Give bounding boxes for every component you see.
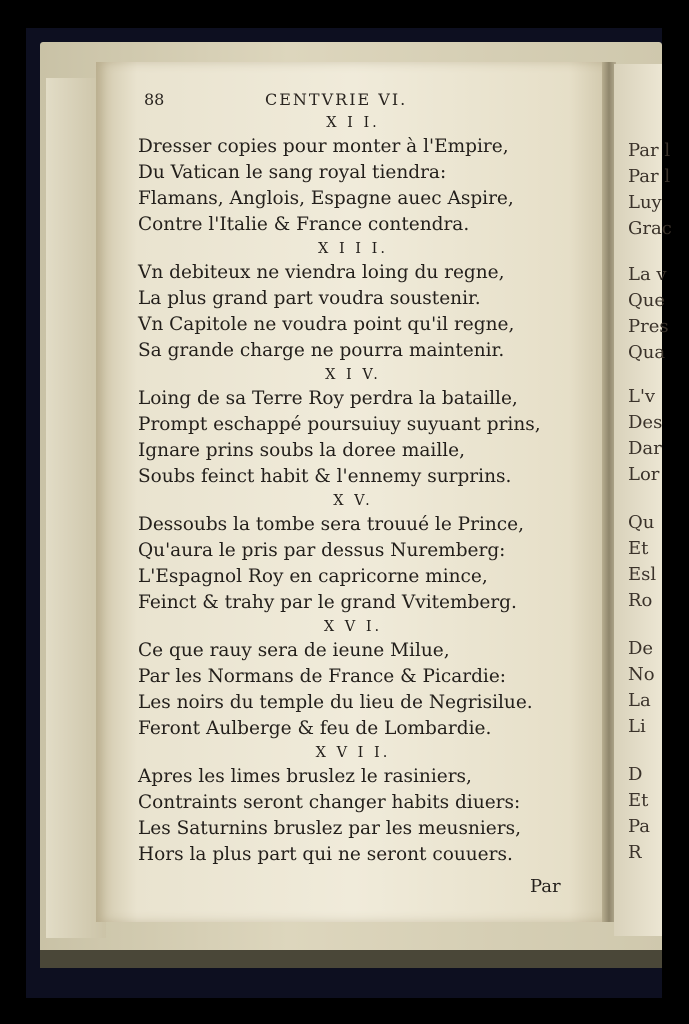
verse-line: Sa grande charge ne pourra maintenir.: [138, 340, 505, 361]
verse-line: Feront Aulberge & feu de Lombardie.: [138, 718, 492, 739]
verse-line: Prompt eschappé poursuiuy suyuant prins,: [138, 414, 541, 435]
cover-shadow: [40, 950, 662, 968]
verse-line: Dessoubs la tombe sera trouué le Prince,: [138, 514, 524, 535]
facing-page-fragment: Qu: [628, 512, 655, 533]
verse-line: Ce que rauy sera de ieune Milue,: [138, 640, 450, 661]
facing-page-fragment: Des: [628, 412, 663, 433]
verse-line: Vn debiteux ne viendra loing du regne,: [138, 262, 505, 283]
verse-line: Les Saturnins bruslez par les meusniers,: [138, 818, 521, 839]
running-head: CENTVRIE VI.: [265, 90, 408, 109]
verse-line: Ignare prins soubs la doree maille,: [138, 440, 466, 461]
facing-page-fragment: Grac: [628, 218, 672, 239]
facing-page-fragment: Luy: [628, 192, 662, 213]
verse-line: Du Vatican le sang royal tiendra:: [138, 162, 447, 183]
verse-line: Qu'aura le pris par dessus Nuremberg:: [138, 540, 506, 561]
verse-line: Soubs feinct habit & l'ennemy surprins.: [138, 466, 512, 487]
facing-page-fragment: Pres: [628, 316, 669, 337]
verse-line: Dresser copies pour monter à l'Empire,: [138, 136, 509, 157]
facing-page-fragment: Par l: [628, 166, 671, 187]
verse-line: Contraints seront changer habits diuers:: [138, 792, 521, 813]
verse-line: Flamans, Anglois, Espagne auec Aspire,: [138, 188, 514, 209]
facing-page-fragment: Dar: [628, 438, 662, 459]
facing-page-fragment: La: [628, 690, 651, 711]
verse-line: Hors la plus part qui ne seront couuers.: [138, 844, 513, 865]
verse-line: Contre l'Italie & France contendra.: [138, 214, 470, 235]
facing-page-fragment: Qua: [628, 342, 666, 363]
facing-page-fragment: D: [628, 764, 643, 785]
quatrain-number: X I I.: [326, 115, 380, 131]
facing-page-fragment: Esl: [628, 564, 657, 585]
book-page-right: [614, 64, 672, 936]
facing-page-fragment: Lor: [628, 464, 660, 485]
facing-page-fragment: L'v: [628, 386, 656, 407]
facing-page-fragment: Que: [628, 290, 666, 311]
verse-line: Feinct & trahy par le grand Vvitemberg.: [138, 592, 517, 613]
verse-line: La plus grand part voudra soustenir.: [138, 288, 481, 309]
facing-page-fragment: Et: [628, 538, 649, 559]
verse-line: Loing de sa Terre Roy perdra la bataille,: [138, 388, 518, 409]
facing-page-fragment: Ro: [628, 590, 653, 611]
quatrain-number: X V I.: [323, 619, 383, 635]
facing-page-fragment: No: [628, 664, 655, 685]
facing-page-fragment: De: [628, 638, 654, 659]
facing-page-fragment: Li: [628, 716, 646, 737]
facing-page-fragment: R: [628, 842, 642, 863]
quatrain-text: [138, 112, 568, 868]
verse-line: Vn Capitole ne voudra point qu'il regne,: [138, 314, 515, 335]
page-header: [140, 90, 580, 114]
quatrain-number: X I I I.: [318, 241, 388, 257]
verse-line: Les noirs du temple du lieu de Negrisilue.: [138, 692, 533, 713]
verse-line: Par les Normans de France & Picardie:: [138, 666, 507, 687]
facing-page-fragment: La v: [628, 264, 667, 285]
verse-line: L'Espagnol Roy en capricorne mince,: [138, 566, 488, 587]
facing-page-fragment: Et: [628, 790, 649, 811]
catchword: Par: [530, 876, 561, 897]
quatrain-number: X V.: [333, 493, 373, 509]
quatrain-number: X V I I.: [315, 745, 391, 761]
facing-page-fragment: Pa: [628, 816, 651, 837]
page-number: 88: [144, 90, 165, 109]
quatrain-number: X I V.: [325, 367, 381, 383]
verse-line: Apres les limes bruslez le rasiniers,: [138, 766, 472, 787]
facing-page-fragment: Par l: [628, 140, 671, 161]
